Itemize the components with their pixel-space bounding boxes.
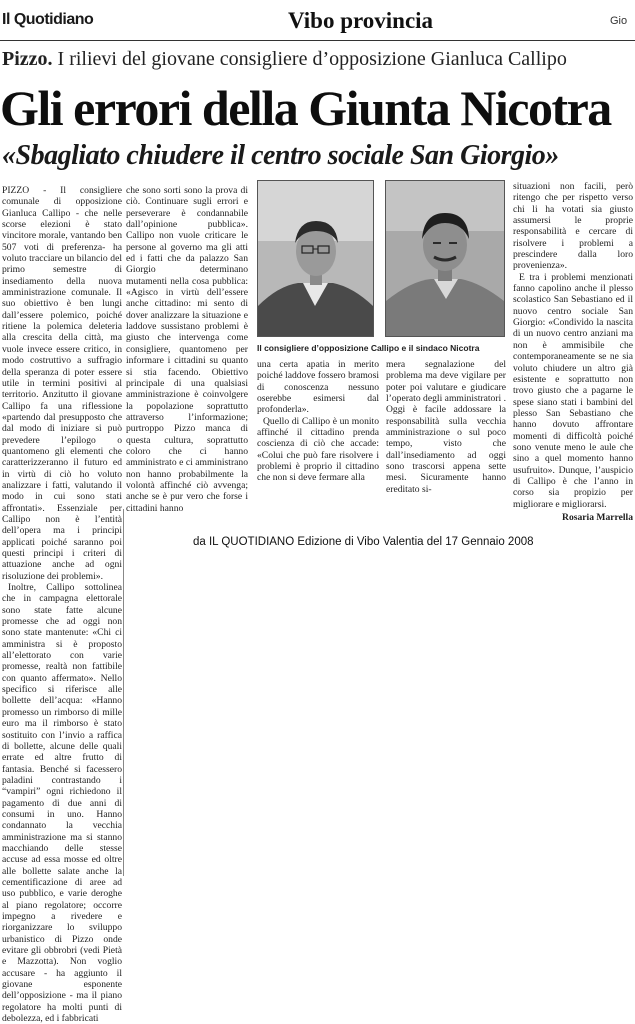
paragraph: Inoltre, Callipo sottolinea che in campagna elettorale sono state fatte alcune promesse che ad oggi non sono state mantenute: «Chi ci amministra si è proposto all’elettorato con varie promesse, realtà non fattibile con quanto affermato». Nello specifico si riferisce alle bollette dell’acqua: «Hanno promesso un rimborso di mille euro ma il rimborso è stato sostituito con l’invio a raffica di bollette, alcune delle quali errate ed altre frutto di fantasia. Benché si facessero paladini contrastando i “vampiri” ogni richiedono il pagamento di due anni di consumi in uno. Hanno condannato la vecchia amministrazione ma si stanno macchiando delle stesse accuse ad essa mosse ed oltre alle bollette salate anche la cementificazione di aree ad uso pubblico, e varie deroghe al piano regolatore; occorre impegno a rivedere e riorganizzare lo sviluppo urbanistico di Pizzo onde evitare gli obbrobri (vedi Pietà e Mazzotta). Non voglio accusare - ha aggiunto il giovane esponente dell’opposizione - ma il piano regolatore ha molti punti di debolezza, ed i fabbricati [2, 582, 122, 1024]
paragraph: E tra i problemi menzionati fanno capolino anche il plesso scolastico San Sebastiano ed il nuovo centro sociale San Giorgio: «Condivido la nascita di un nuovo centro anziani ma non è ammisibile che contemporaneamente se ne sia voluto chiudere un altro già esistente e soprattutto non trovo giusto che a pagarne le spese siano stati i bambini del plesso San Sebastiano che hanno dovuto affrontare momenti di difficoltà poiché sono venute meno le aule che sino a quel momento hanno usufruito». Dunque, l’auspicio di Callipo è che l’anno in corso sia propizio per migliorare e migliorarsi. [513, 271, 633, 510]
photo-callipo [257, 180, 374, 337]
photo-nicotra [385, 180, 505, 337]
photo-caption: Il consigliere d’opposizione Callipo e il sindaco Nicotra [257, 343, 480, 353]
masthead [0, 8, 635, 38]
paragraph: PIZZO - Il consigliere comunale di opposizione Gianluca Callipo - che nelle scorse elezioni è stato vincitore morale, vantando ben 507 voti di preferenza- ha voluto tracciare un bilancio del primo semestre di insediamento della nuova amministrazione comunale. Il suo obiettivo è ben lungi dall’essere polemico, poiché ritiene la polemica deleteria alla crescita della città, ma vuole invece essere critico, in modo costruttivo a suffragio della speranza di poter essere utile in termini positivi al territorio. Anzitutto il giovane Callipo fa una riflessione «partendo dal presupposto che dal modo di iniziare si può prevedere l’epilogo o quantomeno gli elementi che caratterizzeranno il futuro ed in virtù di ciò ho voluto analizzare i fatti, valutando il modo in cui sono stati affrontati». Essenziale per Callipo non è l’entità dell’opera ma i principi applicati poiché saranno poi questi principi i criteri di attuazione anche ad ogni risoluzione dei problemi». [2, 185, 122, 582]
date-fragment: Gio [610, 15, 628, 27]
article-column-2 [126, 185, 248, 514]
article-column-3 [257, 359, 379, 484]
article-column-1 [2, 185, 122, 1024]
paragraph: Quello di Callipo è un monito affinché il cittadino prenda coscienza di ciò che accade: «Colui che può fare risolvere i problemi è proprio il cittadino che non si deve fermare alla [257, 415, 379, 484]
kicker-place: Pizzo. [2, 48, 53, 70]
article-column-4 [386, 359, 506, 495]
portrait-young-man [258, 181, 373, 336]
masthead-rule [0, 40, 635, 41]
source-note: da IL QUOTIDIANO Edizione di Vibo Valentia del 17 Gennaio 2008 [193, 536, 534, 548]
paragraph: che sono sorti sono la prova di ciò. Continuare sugli errori e perseverare è condannabile dall’opinione pubblica». Callipo non vuole criticare le persone al governo ma gli atti ed i fatti che da palazzo San Giorgio determinano mutamenti nella cosa pubblica: «Agisco in virtù dell’essere anche cittadino: mi sento di dover analizzare la situazione e laddove sussistano problemi è giusto che intervenga come consigliere, quantomeno per informare i cittadini su quanto si stia facendo. Obiettivo principale di una qualsiasi amministrazione è coinvolgere la popolazione soprattutto attraverso l’informazione; purtroppo Pizzo manca di questa cultura, soprattutto coloro che ci hanno amministrato e ci amministrano non hanno probabilmente la volontà affinché ciò avvenga; anche se è pur vero che forse i cittadini hanno [126, 185, 248, 514]
kicker-text: I rilievi del giovane consigliere d’opposizione Gianluca Callipo [57, 48, 567, 70]
headline: Gli errori della Giunta Nicotra [0, 80, 611, 136]
paragraph: situazioni non facili, però ritengo che per rispetto verso chi li ha votati sia giusto assumersi le proprie responsabilità e cercare di risolvere i problemi a prescindere dalla loro provenienza». [513, 181, 633, 272]
author-byline: Rosaria Marrella [562, 511, 633, 523]
article-column-5 [513, 181, 633, 523]
kicker [2, 48, 567, 71]
paragraph: mera segnalazione del problema ma deve vigilare per poter poi valutare e giudicare l’operato degli amministratori . Oggi è facile addossare la responsabilità sulla vecchia amministrazione o sul poco tempo, visto che dall’insediamento ad oggi sono trascorsi appena sette mesi. Sicuramente hanno ereditato si- [386, 359, 506, 495]
paragraph: una certa apatia in merito poiché laddove fossero bramosi di conoscenza nessuno oserebbe esimersi dal profonderla». [257, 359, 379, 416]
section-title: Vibo provincia [288, 8, 434, 33]
subheadline: «Sbagliato chiudere il centro sociale San Giorgio» [2, 140, 559, 171]
newspaper-name: Il Quotidiano [2, 11, 94, 28]
column-divider [123, 509, 124, 876]
portrait-mayor [386, 181, 504, 336]
